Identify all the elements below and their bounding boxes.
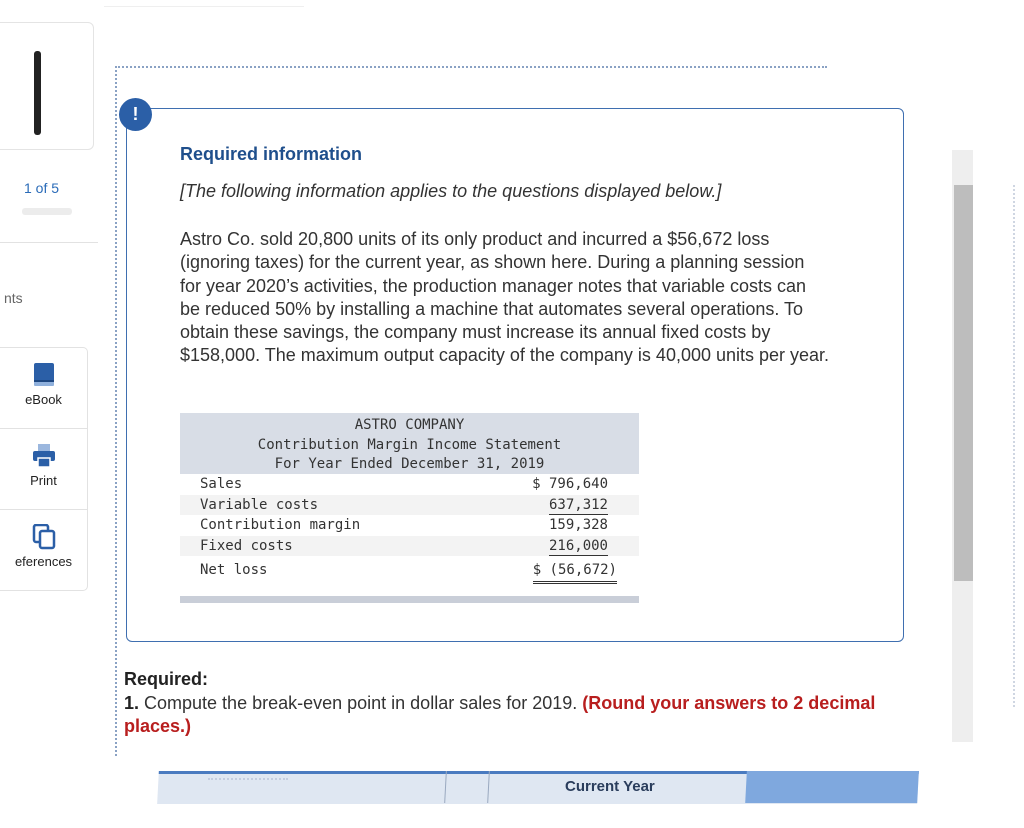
focus-outline-right: [1013, 185, 1015, 707]
rounding-note: (Round your answers to 2 decimal places.): [124, 692, 876, 736]
alert-icon: !: [119, 98, 152, 131]
scrollbar-thumb[interactable]: [954, 185, 973, 581]
row-label: Fixed costs: [200, 537, 293, 554]
print-button[interactable]: [0, 428, 87, 509]
print-label: Print: [30, 473, 57, 488]
question-number: 1.: [124, 692, 140, 713]
statement-title: Contribution Margin Income Statement: [257, 436, 562, 453]
question-prompt: [124, 668, 904, 739]
statement-header: [180, 413, 639, 474]
info-title: Required information: [180, 144, 363, 164]
table-row: [180, 495, 639, 516]
focus-outline-top: [115, 66, 827, 68]
table-row: [180, 536, 639, 557]
income-statement: [180, 413, 639, 603]
row-label: Net loss: [200, 562, 268, 578]
tools-panel: [0, 347, 88, 591]
required-heading: Required:: [124, 669, 209, 689]
row-amount: 637,312: [548, 496, 608, 513]
question-text: [124, 692, 904, 739]
statement-company: ASTRO COMPANY: [354, 417, 465, 433]
header-cell-highlight: [745, 771, 919, 803]
info-body: Astro Co. sold 20,800 units of its only product and incurred a $56,672 loss (ignoring taxes) for the current year, as shown here. During a planning session for year 2020’s activities, the production manager notes that variable costs can be reduced 50% by installing a machine that automates several operations. To obtain these savings, the company must increase its annual fixed costs by $158,000. The maximum output capacity of the company is 40,000 units per year.: [180, 229, 830, 366]
table-row: [180, 515, 639, 536]
row-label: Contribution margin: [200, 517, 361, 533]
question-nav-card[interactable]: [0, 22, 94, 150]
printer-icon: [32, 443, 56, 469]
references-icon: [32, 524, 56, 550]
table-row: [180, 474, 639, 495]
points-label: nts: [4, 290, 23, 306]
row-label: Variable costs: [200, 496, 319, 513]
question-body: Compute the break-even point in dollar sales for 2019.: [139, 692, 583, 713]
progress-bar: [22, 208, 72, 215]
sidebar-divider: [0, 242, 98, 243]
page-counter[interactable]: 1 of 5: [24, 180, 60, 196]
references-button[interactable]: [0, 509, 87, 590]
row-label: Sales: [200, 476, 243, 492]
row-amount: $ (56,672): [533, 559, 617, 584]
top-divider: [104, 6, 304, 7]
column-separator: [487, 771, 490, 803]
info-subtitle: [The following information applies to the questions displayed below.]: [180, 181, 722, 201]
statement-period: For Year Ended December 31, 2019: [274, 456, 545, 472]
ebook-label: eBook: [25, 392, 62, 407]
row-amount: 216,000: [548, 537, 608, 554]
column-header-current-year: Current Year: [565, 778, 655, 795]
statement-footer: [180, 596, 639, 603]
column-label-faint: [208, 778, 288, 784]
focus-outline-left: [115, 66, 117, 756]
row-amount: $ 796,640: [532, 476, 608, 492]
row-amount: 159,328: [548, 517, 608, 533]
book-icon: [32, 362, 56, 388]
column-separator: [444, 771, 447, 803]
ebook-button[interactable]: [0, 348, 87, 428]
references-label: eferences: [14, 554, 73, 569]
answer-table-header: [157, 771, 919, 804]
question-marker: [34, 51, 41, 135]
table-row: [180, 556, 639, 585]
